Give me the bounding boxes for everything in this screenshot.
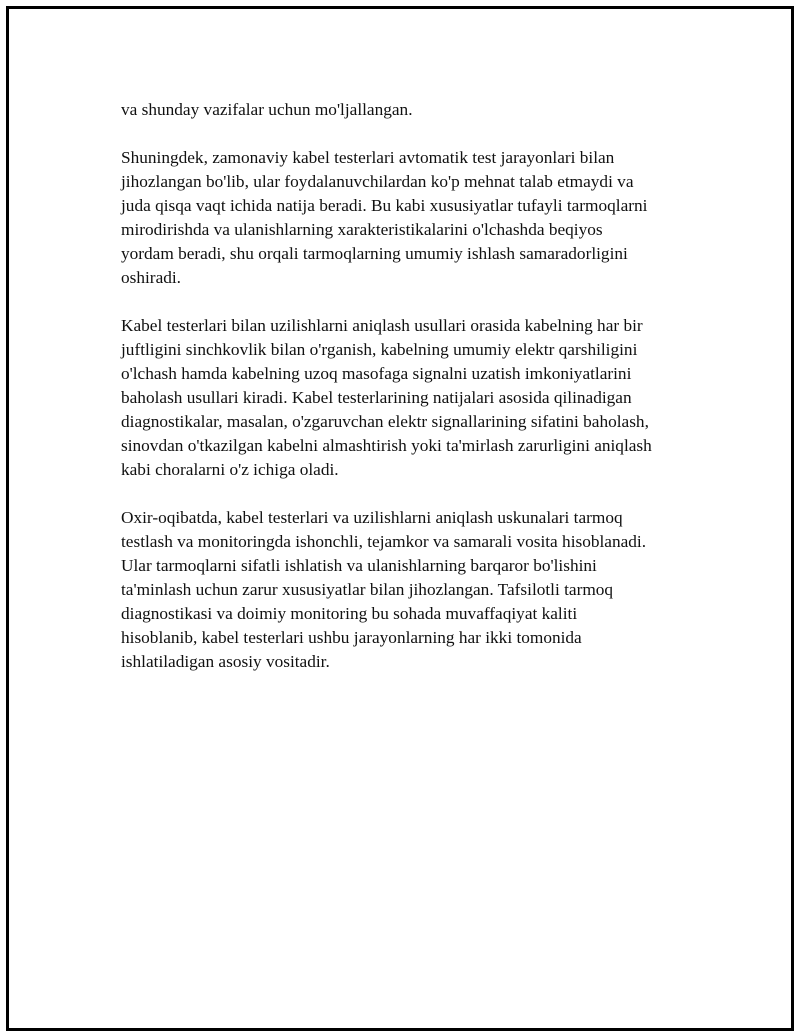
document-body — [121, 98, 711, 698]
paragraph-3: Kabel testerlari bilan uzilishlarni aniqlash usullari orasida kabelning har bir juftligini sinchkovlik bilan o'rganish, kabelning umumiy elektr qarshiligini o'lchash hamda kabelning uzoq masofaga signalni uzatish imkoniyatlarini baholash usullari kiradi. Kabel testerlarining natijalari asosida qilinadigan diagnostikalar, masalan, o'zgaruvchan elektr signallarining sifatini baholash, sinovdan o'tkazilgan kabelni almashtirish yoki ta'mirlash zarurligini aniqlash kabi choralarni o'z ichiga oladi. — [121, 316, 652, 479]
paragraph-4: Oxir-oqibatda, kabel testerlari va uzilishlarni aniqlash uskunalari tarmoq testlash va monitoringda ishonchli, tejamkor va samarali vosita hisoblanadi. Ular tarmoqlarni sifatli ishlatish va ulanishlarning barqaror bo'lishini ta'minlash uchun zarur xususiyatlar bilan jihozlangan. Tafsilotli tarmoq diagnostikasi va doimiy monitoring bu sohada muvaffaqiyat kaliti hisoblanib, kabel testerlari ushbu jarayonlarning har ikki tomonida ishlatiladigan asosiy vositadir. — [121, 508, 647, 671]
paragraph-2: Shuningdek, zamonaviy kabel testerlari avtomatik test jarayonlari bilan jihozlangan bo'lib, ular foydalanuvchilardan ko'p mehnat talab etmaydi va juda qisqa vaqt ichida natija beradi. Bu kabi xususiyatlar tufayli tarmoqlarni mirodirishda va ulanishlarning xarakteristikalarini o'lchashda beqiyos yordam beradi, shu orqali tarmoqlarning umumiy ishlash samaradorligini oshiradi. — [121, 148, 648, 287]
paragraph-1: va shunday vazifalar uchun mo'ljallangan. — [121, 100, 413, 119]
page-frame — [6, 6, 794, 1031]
